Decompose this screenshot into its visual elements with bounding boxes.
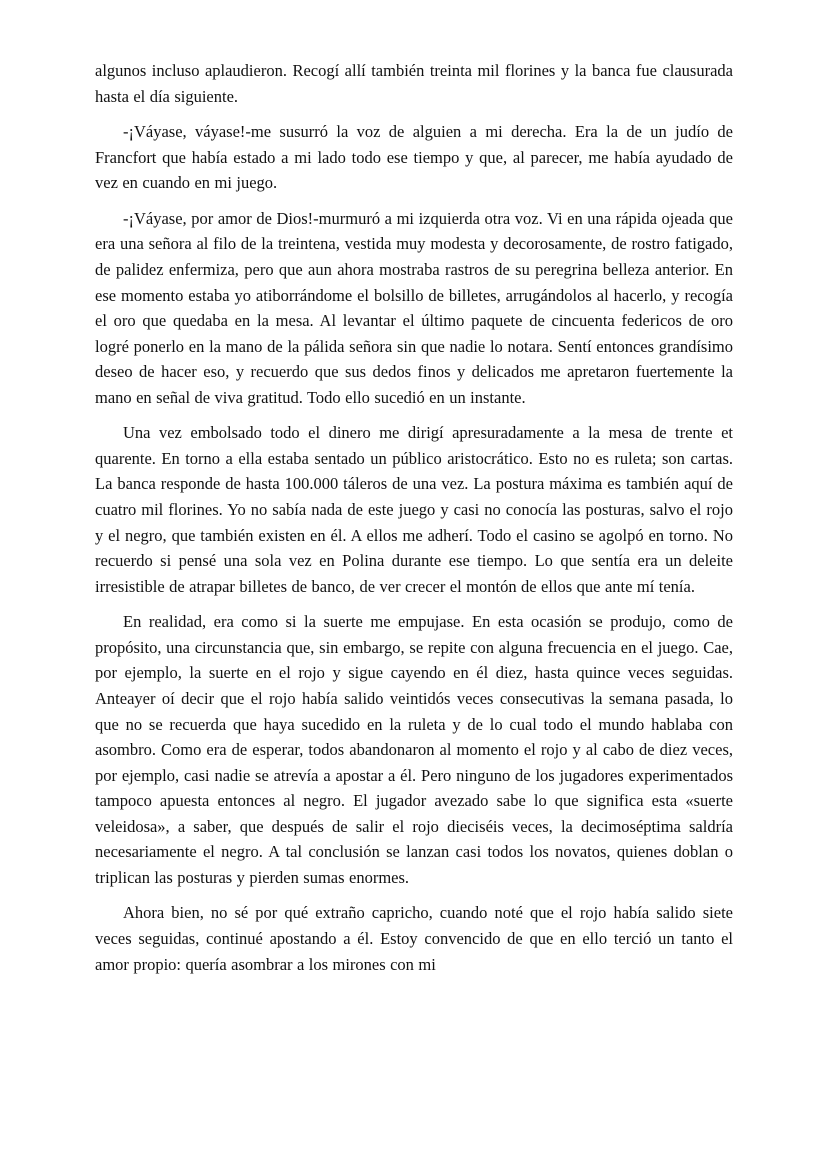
paragraph: -¡Váyase, por amor de Dios!-murmuró a mi izquierda otra voz. Vi en una rápida ojeada que era una señora al filo de la treintena, vestida muy modesta y decorosamente, de rostro fatigado, de palidez enfermiza, pero que aun ahora mostraba rastros de su peregrina belleza anterior. En ese momento estaba yo atiborrándome el bolsillo de billetes, arrugándolos al hacerlo, y recogía el oro que quedaba en la mesa. Al levantar el último paquete de cincuenta federicos de oro logré ponerlo en la mano de la pálida señora sin que nadie lo notara. Sentí entonces grandísimo deseo de hacer eso, y recuerdo que sus dedos finos y delicados me apretaron fuertemente la mano en señal de viva gratitud. Todo ello sucedió en un instante. — [95, 208, 733, 407]
page-text — [95, 58, 733, 977]
paragraph: Una vez embolsado todo el dinero me dirigí apresuradamente a la mesa de trente et quarente. En torno a ella estaba sentado un público aristocrático. Esto no es ruleta; son cartas. La banca responde de hasta 100.000 táleros de una vez. La postura máxima es también aquí de cuatro mil florines. Yo no sabía nada de este juego y casi no conocía las posturas, salvo el rojo y el negro, que también existen en él. A ellos me adherí. Todo el casino se agolpó en torno. No recuerdo si pensé una sola vez en Polina durante ese tiempo. Lo que sentía era un deleite irresistible de atrapar billetes de banco, de ver crecer el montón de ellos que ante mí tenía. — [95, 423, 733, 596]
paragraph: Ahora bien, no sé por qué extraño capricho, cuando noté que el rojo había salido siete veces seguidas, continué apostando a él. Estoy convencido de que en ello terció un tanto el amor propio: quería asombrar a los mirones con mi — [95, 903, 733, 974]
paragraph: -¡Váyase, váyase!-me susurró la voz de alguien a mi derecha. Era la de un judío de Francfort que había estado a mi lado todo ese tiempo y que, al parecer, me había ayudado de vez en cuando en mi juego. — [95, 122, 733, 193]
paragraph: En realidad, era como si la suerte me empujase. En esta ocasión se produjo, como de propósito, una circunstancia que, sin embargo, se repite con alguna frecuencia en el juego. Cae, por ejemplo, la suerte en el rojo y sigue cayendo en él diez, hasta quince veces seguidas. Anteayer oí decir que el rojo había salido veintidós veces consecutivas la semana pasada, lo que no se recuerda que haya sucedido en la ruleta y de lo cual todo el mundo hablaba con asombro. Como era de esperar, todos abandonaron al momento el rojo y al cabo de diez veces, por ejemplo, casi nadie se atrevía a apostar a él. Pero ninguno de los jugadores experimentados tampoco apuesta entonces al negro. El jugador avezado sabe lo que significa esta «suerte veleidosa», a saber, que después de salir el rojo dieciséis veces, la decimoséptima saldría necesariamente el negro. A tal conclusión se lanzan casi todos los novatos, quienes doblan o triplican las posturas y pierden sumas enormes. — [95, 612, 733, 887]
paragraph: algunos incluso aplaudieron. Recogí allí también treinta mil florines y la banca fue clausurada hasta el día siguiente. — [95, 61, 733, 106]
